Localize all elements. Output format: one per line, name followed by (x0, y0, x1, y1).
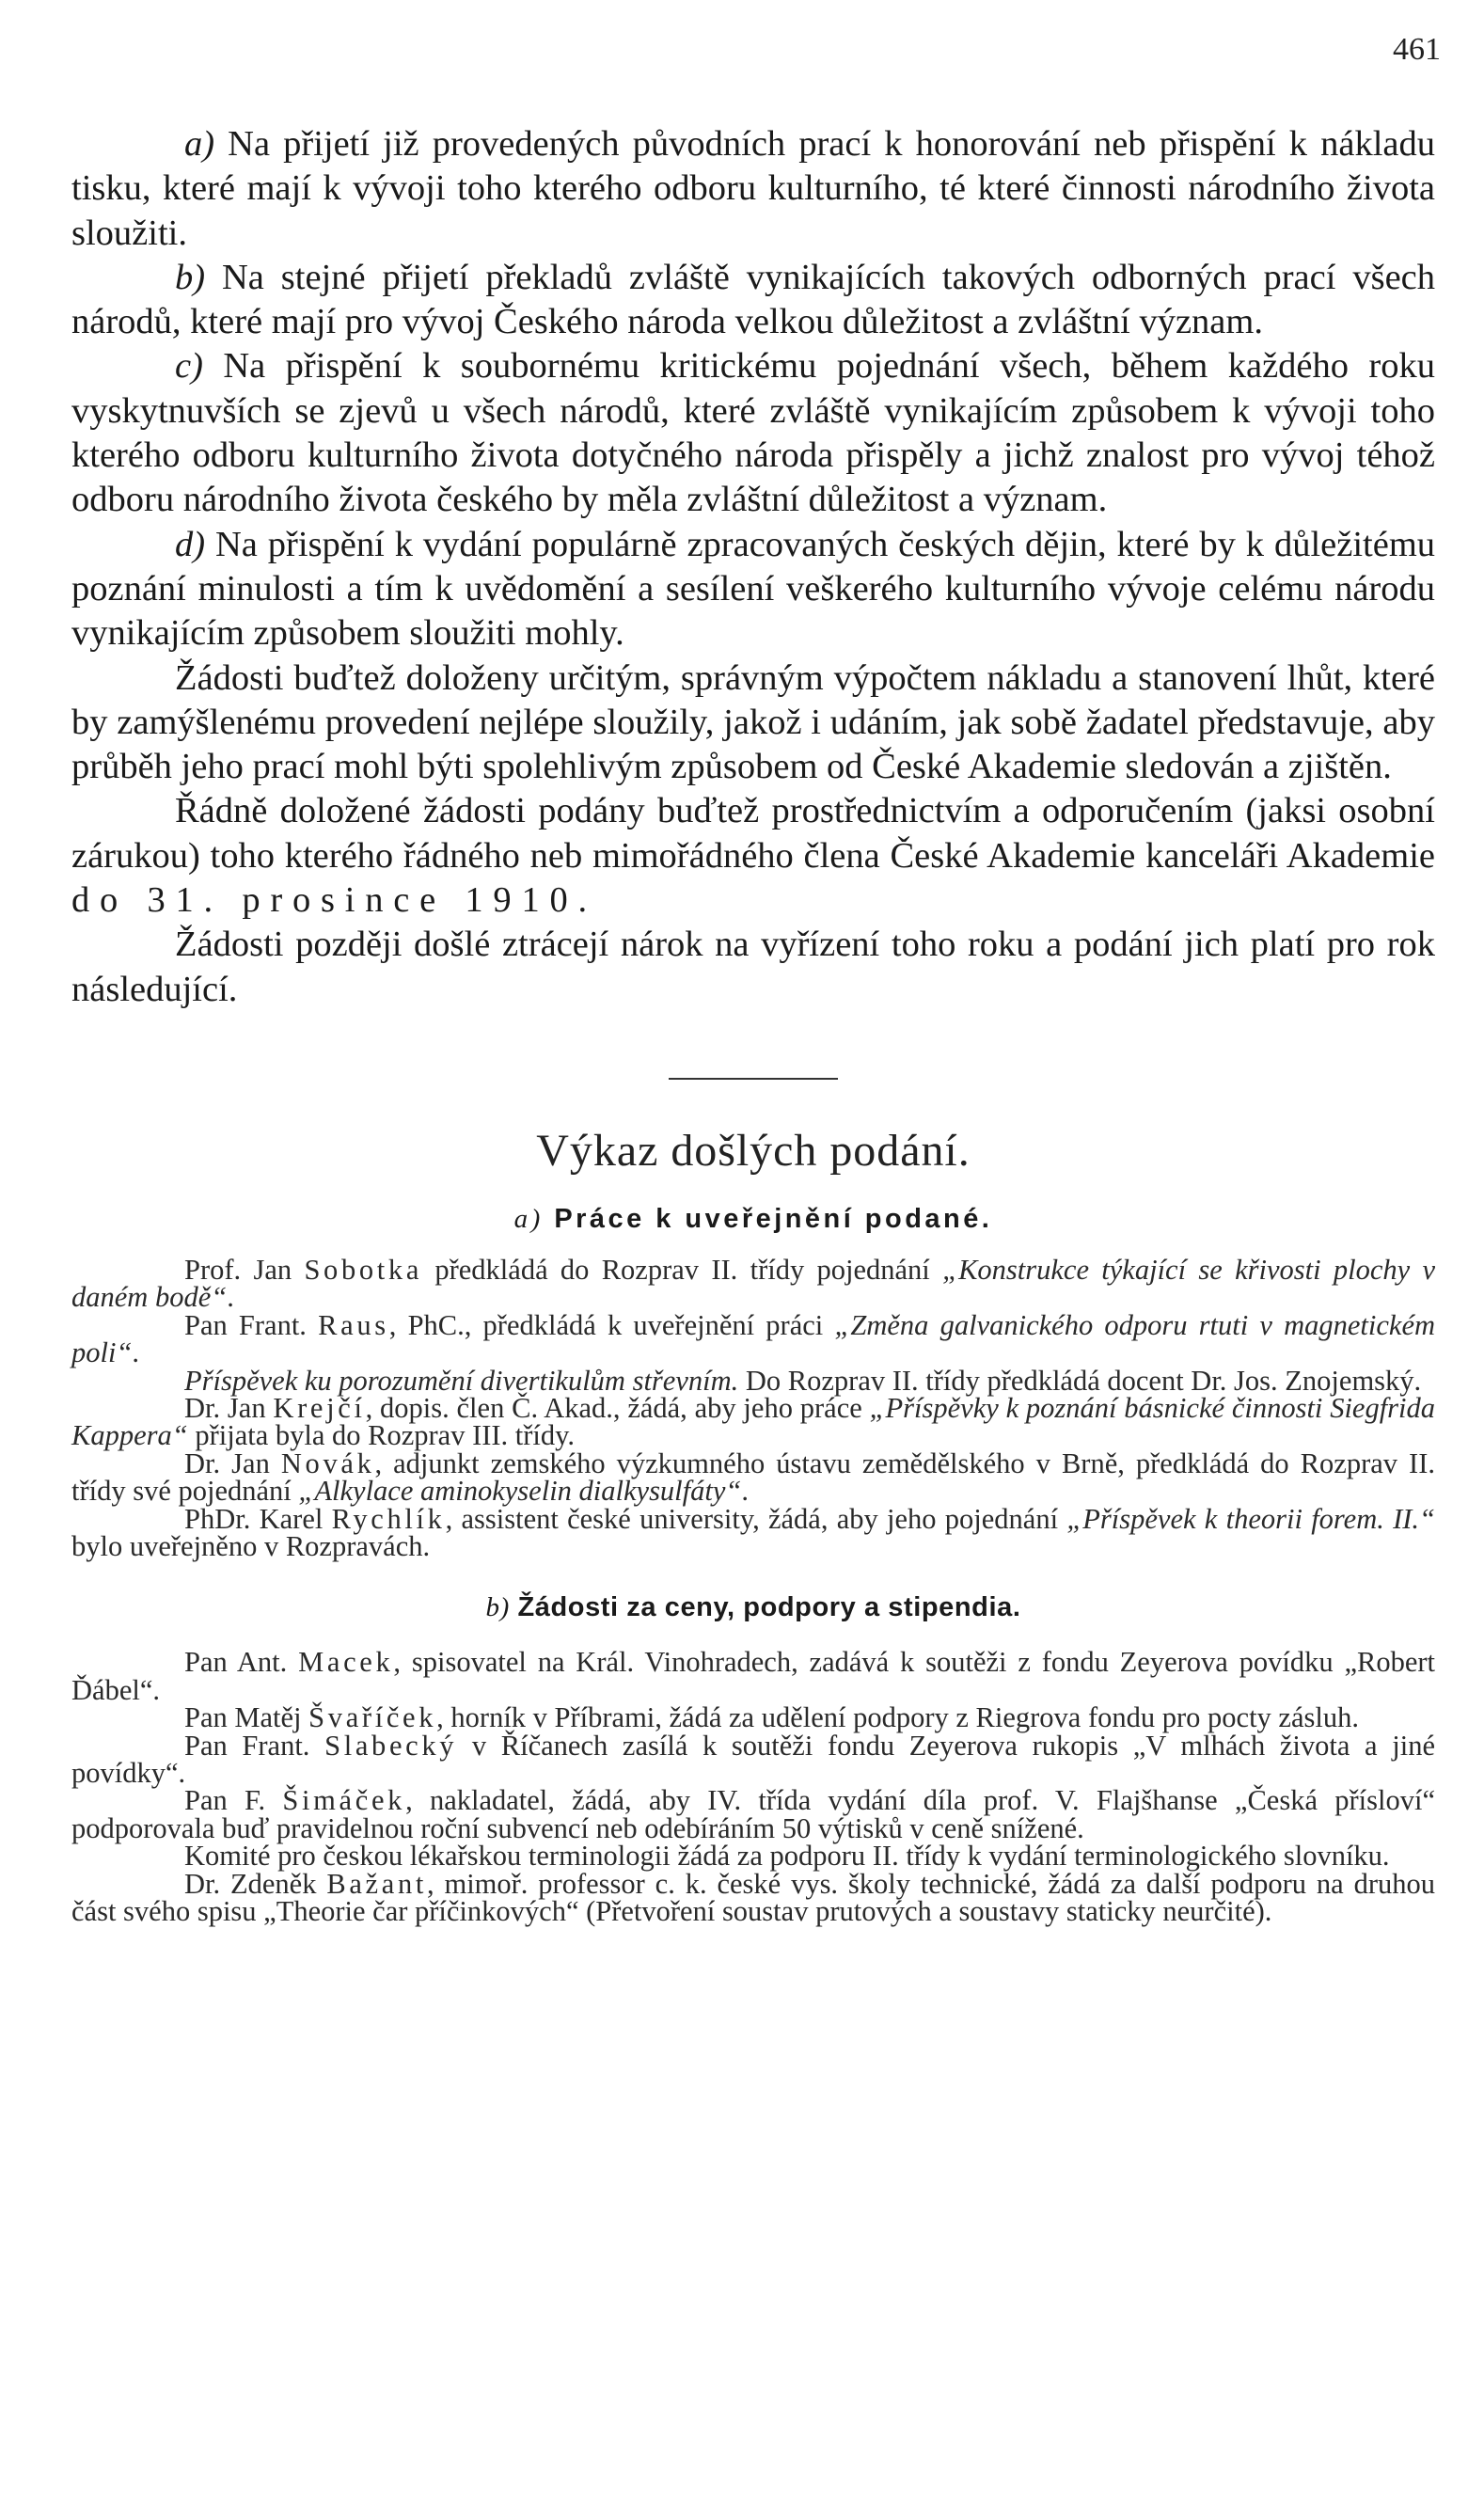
submission-deadline: do 31. prosince 1910. (71, 880, 597, 921)
page-number: 461 (1393, 32, 1441, 67)
paragraph-c (71, 344, 1435, 522)
section-a-label: a) (513, 1203, 544, 1234)
entry-text: Do Rozprav II. třídy předkládá docent Dr. Jos. Znojemský. (745, 1364, 1422, 1397)
entry-name: Šimáček (282, 1784, 406, 1817)
entry-prefix: Pan Frant. (184, 1729, 310, 1762)
list-item (71, 1502, 1436, 1562)
paragraph-d (71, 523, 1435, 656)
paragraph-label: a) (184, 124, 215, 164)
entry-text: , spisovatel na Král. Vinohradech, zadává k soutěži z fondu Zeyerova povídku „Robert Ďábel“. (71, 1646, 1436, 1706)
entry-prefix: PhDr. Karel (184, 1502, 324, 1535)
entry-prefix: Pan F. (184, 1784, 266, 1817)
submission-paragraph (71, 789, 1435, 923)
submission-text: Řádně doložené žádosti podány buďtež prostřednictvím a odporučením (jaksi osobní zárukou) toho kterého řádného neb mimořádného člena České Akademie kanceláři Akademie (71, 791, 1435, 876)
list-item (71, 1447, 1435, 1508)
paragraph-a (71, 122, 1435, 256)
list-item (71, 1701, 1435, 1734)
entry-text: , adjunkt zemského výzkumného ústavu zemědělského v Brně, předkládá do Rozprav II. třídy své pojednání (71, 1447, 1435, 1508)
entry-prefix: Dr. Jan (184, 1391, 266, 1424)
entry-prefix: Pan Ant. (184, 1646, 288, 1679)
entry-suffix: . (132, 1336, 140, 1369)
entry-title: „Alkylace aminokyselin dialkysulfáty“ (298, 1475, 742, 1508)
paragraph-text: Na přispění k vydání populárně zpracovaných českých dějin, které by k důležitému poznání minulosti a tím k uvědomění a sesílení veškerého kulturního vývoje celému národu vynikajícím způsobem sloužiti mohly. (71, 524, 1436, 654)
section-b-list (71, 1646, 1436, 1928)
report-heading: Výkaz došlých podání. (536, 1125, 971, 1176)
list-item (71, 1391, 1436, 1452)
entry-prefix: Prof. Jan (184, 1253, 292, 1286)
entry-title: „Příspěvek k theorii forem. II.“ (1066, 1502, 1436, 1535)
list-item (71, 1253, 1436, 1314)
entry-text: , assistent české university, žádá, aby jeho pojednání (445, 1502, 1059, 1535)
entry-suffix: . (741, 1475, 749, 1508)
entry-title: „Změna galvanického odporu rtuti v magnetickém poli“ (71, 1308, 1436, 1369)
section-b-title: Žádosti za ceny, podpory a stipendia. (517, 1592, 1021, 1623)
paragraph-b (71, 256, 1435, 345)
entry-name: Macek (298, 1646, 394, 1679)
list-item (71, 1867, 1436, 1928)
entry-prefix: Dr. Zdeněk (184, 1867, 317, 1900)
paragraph-text: Na přispění k soubornému kritickému pojednání všech, během každého roku vyskytnuvších se zjevů u všech národů, které zvláště vynikajícím způsobem k vývoji toho kterého odboru kulturního života dotyčného národa přispěly a jichž znalost pro vývoj téhož odboru národního života českého by měla zvláštní důležitost a význam. (71, 346, 1435, 520)
entry-name: Raus (318, 1308, 389, 1341)
paragraph-label: d) (175, 524, 206, 564)
entry-name: Bažant (326, 1867, 427, 1900)
entry-text: , nakladatel, žádá, aby IV. třída vydání díla prof. V. Flajšhanse „Česká přísloví“ podporovala buď pravidelnou roční subvencí neb odebíráním 50 výtisků v ceně snížené. (71, 1784, 1435, 1844)
requests-paragraph: Žádosti buďtež doloženy určitým, správným výpočtem nákladu a stanovení lhůt, které by zamýšlenému provedení nejlépe sloužily, jakož i udáním, jak sobě žadatel představuje, aby průběh jeho prací mohl býti spolehlivým způsobem od České Akademie sledován a zjištěn. (71, 657, 1435, 787)
paragraph-label: b) (175, 257, 206, 297)
entry-title: Příspěvek ku porozumění divertikulům střevním. (184, 1364, 739, 1397)
section-a-list (71, 1253, 1436, 1562)
entry-suffix: přijata byla do Rozprav III. třídy. (195, 1419, 576, 1452)
entry-text: , mimoř. professor c. k. české vys. školy technické, žádá za další podporu na druhou část svého spisu „Theorie čar příčinkových“ (Přetvoření soustav prutových a soustavy staticky neurčité). (71, 1867, 1436, 1928)
section-a-heading (71, 1202, 1435, 1236)
section-a-title: Práce k uveřejnění podané. (554, 1203, 993, 1234)
entry-name: Švaříček (308, 1701, 437, 1734)
entry-title: „Příspěvky k poznání básnické činnosti Siegfrida Kappera“ (71, 1391, 1436, 1452)
entry-name: Rychlík (331, 1502, 446, 1535)
list-item (71, 1840, 1435, 1873)
list-item (71, 1364, 1435, 1397)
entry-text: , horník v Příbrami, žádá za udělení podpory z Riegrova fondu pro pocty zásluh. (436, 1701, 1359, 1734)
section-divider (669, 1078, 838, 1080)
paragraph-text: Na přijetí již provedených původních prací k honorování neb přispění k nákladu tisku, které mají k vývoji toho kterého odboru kulturního, té které činnosti národního života sloužiti. (71, 124, 1435, 253)
paragraph-text: Na stejné přijetí překladů zvláště vynikajících takových odborných prací všech národů, které mají pro vývoj Českého národa velkou důležitost a zvláštní význam. (71, 257, 1435, 342)
entry-name: Slabecký (324, 1729, 458, 1762)
list-item (71, 1784, 1435, 1844)
entry-prefix: Dr. Jan (184, 1447, 270, 1479)
entry-text: , dopis. člen Č. Akad., žádá, aby jeho práce (365, 1391, 862, 1424)
entry-title: „Konstrukce týkající se křivosti plochy v daném bodě“ (71, 1253, 1436, 1314)
entry-text: předkládá do Rozprav II. třídy pojednání (434, 1253, 930, 1286)
paragraph-label: c) (175, 346, 203, 387)
entry-suffix: . (227, 1281, 234, 1314)
entry-prefix: Pan Matěj (184, 1701, 302, 1734)
page-body (71, 122, 1436, 1928)
entry-name: Krejčí (273, 1391, 366, 1424)
entry-name: Novák (280, 1447, 375, 1479)
entry-text: Komité pro českou lékařskou terminologii žádá za podporu II. třídy k vydání terminologického slovníku. (184, 1840, 1390, 1873)
section-b-heading (71, 1590, 1435, 1624)
list-item (71, 1729, 1435, 1790)
late-paragraph: Žádosti později došlé ztrácejí nárok na vyřízení toho roku a podání jich platí pro rok následující. (71, 925, 1435, 1009)
section-b-label: b) (485, 1592, 510, 1623)
entry-prefix: Pan Frant. (184, 1308, 307, 1341)
entry-text: v Říčanech zasílá k soutěži fondu Zeyerova rukopis „V mlhách života a jiné povídky“. (71, 1729, 1435, 1790)
list-item (71, 1646, 1436, 1706)
entry-suffix: bylo uveřejněno v Rozpravách. (71, 1530, 431, 1562)
list-item (71, 1308, 1436, 1369)
entry-text: , PhC., předkládá k uveřejnění práci (388, 1308, 824, 1341)
entry-name: Sobotka (304, 1253, 423, 1286)
